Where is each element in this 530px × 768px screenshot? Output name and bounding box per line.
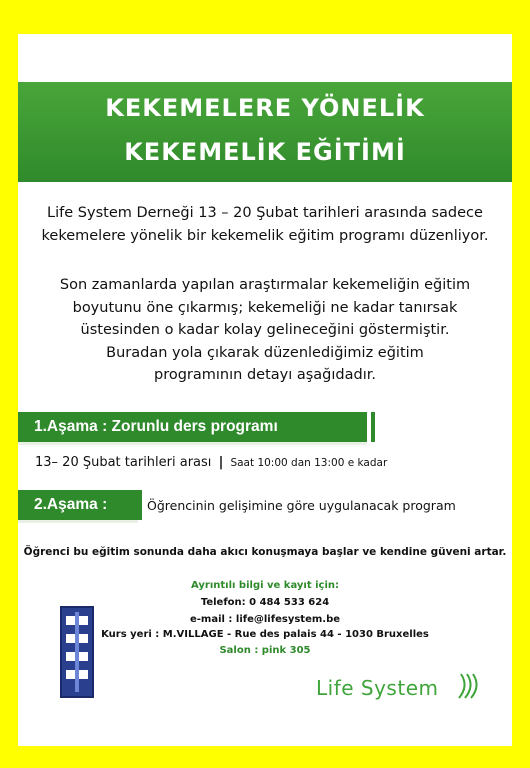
stage1-dates: 13– 20 Şubat tarihleri arası	[35, 455, 212, 470]
contact-venue: Kurs yeri : M.VILLAGE - Rue des palais 44 - 1030 Bruxelles	[101, 629, 429, 640]
contact-room: Salon : pink 305	[219, 645, 311, 656]
stage2-description: Öğrencinin gelişimine göre uygulanacak program	[147, 498, 456, 513]
title-line-1: KEKEMELERE YÖNELİK	[105, 94, 425, 122]
research-line-4: Buradan yola çıkarak düzenlediğimiz eğitim	[106, 344, 424, 361]
stage1-schedule	[35, 455, 387, 470]
intro-paragraph	[18, 202, 512, 247]
research-line-3: üstesinden o kadar kolay gelineceğini göstermiştir.	[80, 322, 450, 338]
research-line-5: programının detayı aşağıdadır.	[154, 367, 376, 383]
brand-name: Life System	[316, 676, 439, 700]
intro-line-1: Life System Derneği 13 – 20 Şubat tarihleri arasında sadece	[47, 205, 483, 221]
research-line-1: Son zamanlarda yapılan araştırmalar kekemeliğin eğitim	[59, 277, 471, 293]
title-banner	[18, 82, 512, 182]
research-paragraph	[18, 274, 512, 387]
outcome-statement: Öğrenci bu eğitim sonunda daha akıcı konuşmaya başlar ve kendine güveni artar.	[23, 546, 507, 558]
contact-heading: Ayrıntılı bilgi ve kayıt için:	[191, 580, 339, 591]
stage1-hours: Saat 10:00 dan 13:00 e kadar	[230, 457, 388, 469]
contact-email: e-mail : life@lifesystem.be	[189, 614, 341, 625]
contact-phone: Telefon: 0 484 533 624	[200, 597, 330, 608]
stage1-bar: 1.Aşama : Zorunlu ders programı	[18, 412, 371, 442]
title-line-2: KEKEMELİK EĞİTİMİ	[124, 138, 406, 166]
intro-line-2: kekemelere yönelik bir kekemelik eğitim programı düzenliyor.	[41, 227, 489, 244]
stage2-bar: 2.Aşama :	[18, 490, 138, 520]
wave-arcs-icon	[455, 672, 485, 700]
stage1-separator: |	[218, 455, 224, 470]
research-line-2: boyutunu öne çıkarmış; kekemeliği ne kadar tanırsak	[72, 299, 458, 316]
association-emblem-icon	[60, 606, 94, 698]
